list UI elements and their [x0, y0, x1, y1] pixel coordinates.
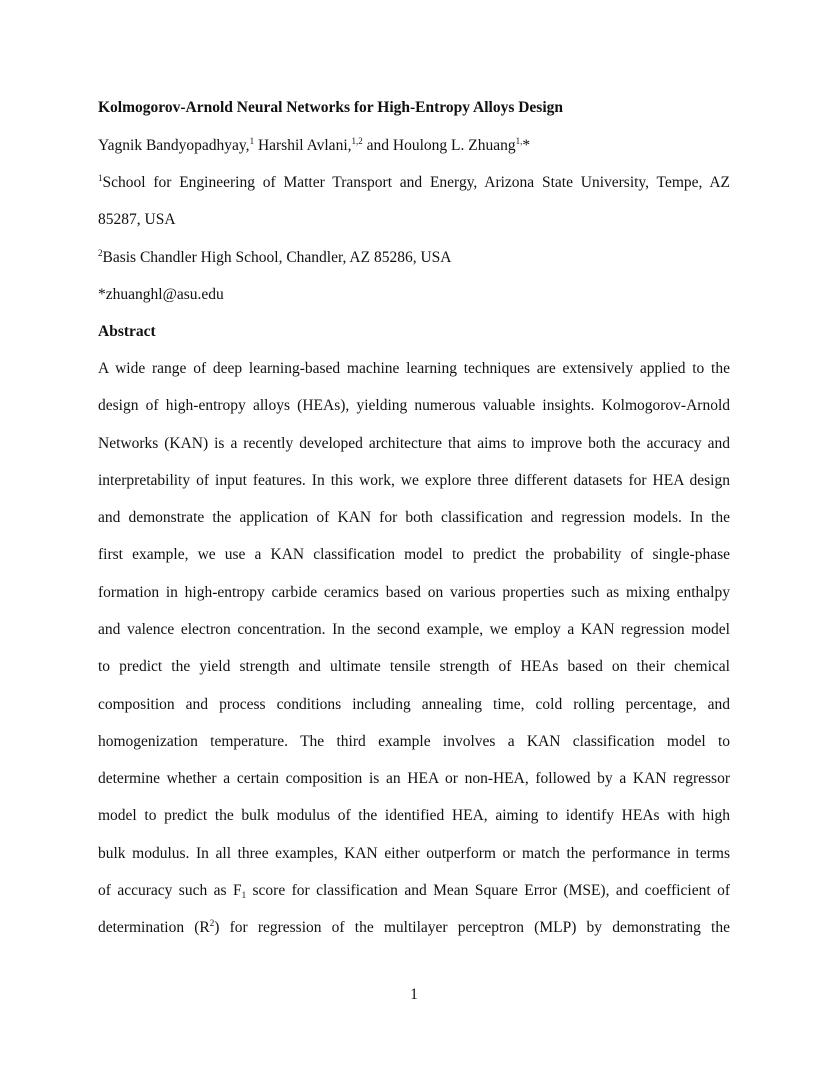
- affiliation-mark: 1: [98, 173, 103, 183]
- abstract-line: to predict the yield strength and ultimate tensile strength of HEAs based on their chemical: [98, 658, 730, 675]
- affiliation-mark: 2: [98, 248, 103, 258]
- abstract-line: first example, we use a KAN classification model to predict the probability of single-phase: [98, 546, 730, 563]
- affiliation-1: $^1$School for Engineering of Matter Transport and Energy, Arizona State University, Tempe, AZ: [98, 173, 730, 191]
- corresponding-mark: *: [522, 137, 531, 154]
- affiliation-mark: 1,2: [351, 136, 363, 146]
- superscript: 2: [209, 918, 215, 928]
- page-number: 1: [410, 986, 418, 1003]
- author-name: Yagnik Bandyopadhyay,: [98, 137, 250, 154]
- abstract-heading: Abstract: [98, 323, 156, 340]
- abstract-line: composition and process conditions including annealing time, cold rolling percentage, and: [98, 696, 730, 713]
- abstract-line: interpretability of input features. In this work, we explore three different datasets for HEA design: [98, 472, 730, 489]
- abstract-line: design of high-entropy alloys (HEAs), yielding numerous valuable insights. Kolmogorov-Arnold: [98, 397, 730, 414]
- subscript: 1: [241, 890, 247, 900]
- paper-title: Kolmogorov-Arnold Neural Networks for High-Entropy Alloys Design: [98, 99, 564, 116]
- affiliation-mark: 1,: [515, 136, 523, 146]
- author-line: [98, 136, 730, 156]
- abstract-line: Networks (KAN) is a recently developed architecture that aims to improve both the accuracy and: [98, 435, 730, 452]
- abstract-line: formation in high-entropy carbide ceramics based on various properties such as mixing enthalpy: [98, 584, 730, 601]
- abstract-line: determine whether a certain composition is an HEA or non-HEA, followed by a KAN regressor: [98, 770, 730, 787]
- abstract-line: bulk modulus. In all three examples, KAN either outperform or match the performance in terms: [98, 845, 730, 862]
- abstract-line: of accuracy such as $F_1$ score for classification and Mean Square Error (MSE), and coefficient of: [98, 882, 730, 900]
- abstract-line: and demonstrate the application of KAN for both classification and regression models. In the: [98, 509, 730, 526]
- author-name: and Houlong L. Zhuang: [362, 137, 516, 154]
- abstract-line: and valence electron concentration. In the second example, we employ a KAN regression model: [98, 621, 730, 638]
- abstract-line: model to predict the bulk modulus of the identified HEA, aiming to identify HEAs with high: [98, 807, 730, 824]
- corresponding-email: *zhuanghl@asu.edu: [98, 286, 224, 303]
- affiliation-1-cont: 85287, USA: [98, 211, 176, 228]
- abstract-line: homogenization temperature. The third example involves a KAN classification model to: [98, 733, 730, 750]
- abstract-line: determination $(R^2)$ for regression of the multilayer perceptron (MLP) by demonstrating the: [98, 918, 730, 936]
- affiliation-2: $^2$Basis Chandler High School, Chandler, AZ 85286, USA: [98, 248, 452, 266]
- author-name: Harshil Avlani,: [254, 137, 352, 154]
- affiliation-mark: 1: [249, 136, 255, 146]
- abstract-line: A wide range of deep learning-based machine learning techniques are extensively applied to the: [98, 360, 730, 377]
